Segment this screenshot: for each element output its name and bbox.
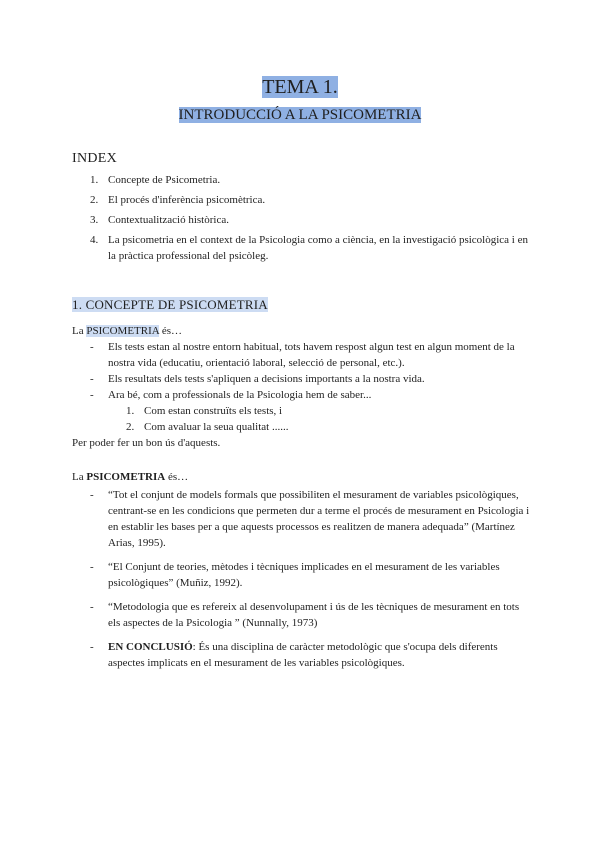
intro-suffix: és… [165, 471, 189, 483]
list-item: - “El Conjunt de teories, mètodes i tècniques implicades en el mesurament de les variables psicològiques” (Muñiz, 1992). [90, 561, 500, 589]
bullet-text: Els resultats dels tests s'apliquen a decisions importants a la nostra vida. [108, 373, 425, 385]
numbered-sublist [72, 403, 532, 435]
intro-prefix: La [72, 471, 87, 483]
index-item [72, 172, 532, 188]
section-body-1 [72, 323, 532, 451]
definition-text: “El Conjunt de teories, mètodes i tècniques implicades en el mesurament de les variables psicològiques” (Muñiz, 1992). [108, 561, 500, 589]
intro-line [72, 323, 532, 339]
section-heading-text: 1. CONCEPTE DE PSICOMETRIA [72, 297, 268, 312]
bullet-list [72, 339, 532, 403]
index-item [72, 212, 532, 228]
closing-line: Per poder fer un bon ús d'aquests. [72, 437, 221, 449]
index-item [72, 192, 532, 208]
intro-prefix: La [72, 325, 87, 337]
subtitle-text: INTRODUCCIÓ A LA PSICOMETRIA [178, 107, 422, 123]
sub-item-number: 2. [126, 421, 135, 433]
index-item-text: El procés d'inferència psicomètrica. [108, 194, 266, 206]
psicometria-keyword: PSICOMETRIA [86, 325, 160, 337]
index-item-number: 2. [90, 194, 99, 206]
definition-text: : És una disciplina de caràcter metodològic que s'ocupa dels diferents aspectes implicats en el mesurament de les variables psicològiques. [108, 641, 498, 669]
index-item-text: Concepte de Psicometria. [108, 174, 221, 186]
index-heading: INDEX [72, 151, 118, 166]
list-item: - EN CONCLUSIÓ: És una disciplina de caràcter metodològic que s'ocupa dels diferents aspectes implicats en el mesurament de les variables psicològiques. [90, 641, 498, 669]
definition-list [72, 487, 532, 671]
sub-item-number: 1. [126, 405, 135, 417]
index-item-number: 4. [90, 234, 99, 246]
conclusion-label: EN CONCLUSIÓ [108, 641, 193, 653]
title-text: TEMA 1. [262, 76, 338, 98]
list-item: - Ara bé, com a professionals de la Psicologia hem de saber... [90, 389, 372, 401]
list-item [72, 419, 532, 435]
index-item-number: 1. [90, 174, 99, 186]
list-item: - “Metodologia que es refereix al desenvolupament i ús de les tècniques de mesurament en tots els aspectes de la Psicologia ” (Nunnally, 1973) [90, 601, 520, 629]
list-item: - Els tests estan al nostre entorn habitual, tots havem respost algun test en algun moment de la nostra vida (educatiu, orientació laboral, selecció de personal, etc.). [90, 341, 515, 369]
index-item-text: La psicometria en el context de la Psicologia como a ciència, en la investigació psicològica i en la pràctica professional del psicòleg. [108, 234, 528, 262]
section-body-2 [72, 469, 532, 679]
intro-suffix: és… [159, 325, 183, 337]
sub-item-text: Com estan construïts els tests, i [144, 405, 283, 417]
sub-item-text: Com avaluar la seua qualitat ...... [144, 421, 289, 433]
list-item: - “Tot el conjunt de models formals que possibiliten el mesurament de variables psicològiques, centrant-se en les condicions que permeten dur a terme el procés de mesurament en Psicologia i en establir les bases per a que aquests processos es realitzen de manera adequada” (Martínez Arias, 1995). [90, 489, 530, 549]
page-subtitle [0, 104, 600, 126]
section-heading [72, 297, 268, 313]
definition-text: “Tot el conjunt de models formals que possibiliten el mesurament de variables psicològiques, centrant-se en les condicions que permeten dur a terme el procés de mesurament en Psicologia i en establir les bases per a que aquests processos es realitzen de manera adequada” (Martínez Arias, 1995). [108, 489, 530, 549]
index-item-number: 3. [90, 214, 99, 226]
definition-text: “Metodologia que es refereix al desenvolupament i ús de les tècniques de mesurament en tots els aspectes de la Psicologia ” (Nunnally, 1973) [108, 601, 520, 629]
page-title [0, 74, 600, 100]
index-item-text: Contextualització històrica. [108, 214, 229, 226]
list-item [72, 403, 532, 419]
list-item: - Els resultats dels tests s'apliquen a decisions importants a la nostra vida. [90, 373, 425, 385]
bullet-text: Ara bé, com a professionals de la Psicologia hem de saber... [108, 389, 372, 401]
psicometria-keyword: PSICOMETRIA [86, 471, 166, 483]
index-item [72, 232, 532, 264]
index-list [72, 172, 532, 268]
bullet-text: Els tests estan al nostre entorn habitual, tots havem respost algun test en algun moment de la nostra vida (educatiu, orientació laboral, selecció de personal, etc.). [108, 341, 515, 369]
intro-line [72, 469, 532, 485]
